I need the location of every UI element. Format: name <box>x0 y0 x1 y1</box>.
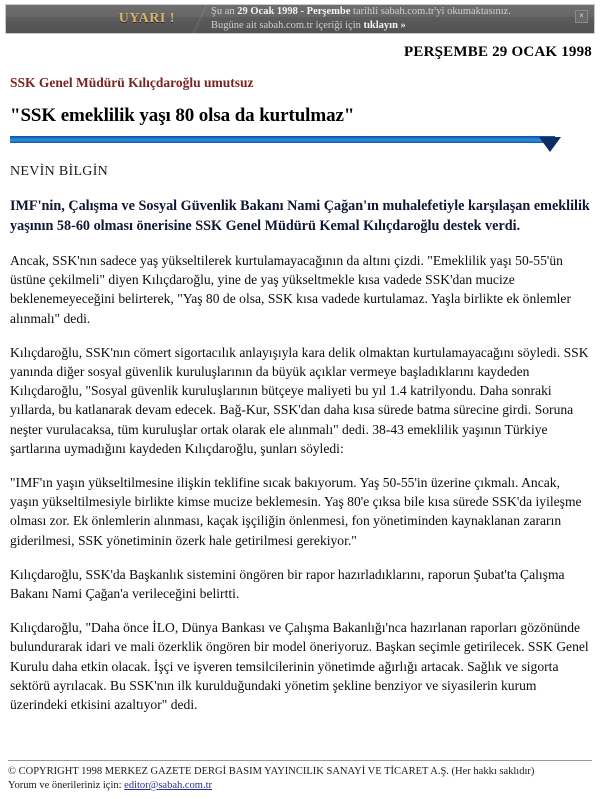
banner-date: 29 Ocak 1998 - Perşembe <box>237 6 351 17</box>
banner-line1-post: tarihli sabah.com.tr'yi okumaktasınız. <box>350 6 511 17</box>
article-paragraph: Kılıçdaroğlu, "Daha önce İLO, Dünya Bankası ve Çalışma Bakanlığı'nca hazırlanan raporları gözönünde bulundurarak idari ve mali özerklik öngören bir model öneriyoruz. Başkan seçimle getirilecek. SSK Genel Kurulu daha etkin olacak. İşçi ve işveren temsilcilerinin yönetimde ağırlığı artacak. Sağlık ve sigorta sektörü ayrılacak. Bu SSK'nın ilk kurulduğundaki yönetim şekline benziyor ve siyasilerin kurum üzerindeki etkisini azaltıyor" dedi. <box>10 620 589 713</box>
page-footer <box>0 760 600 793</box>
article-paragraph: Kılıçdaroğlu, SSK'da Başkanlık sistemini öngören bir rapor hazırladıklarını, raporun Şubat'ta Çalışma Bakanı Nami Çağan'a verileceğini belirtti. <box>10 566 565 602</box>
archive-warning-banner <box>5 4 595 34</box>
blue-rule-bar <box>10 136 555 143</box>
triangle-down-icon <box>539 137 561 152</box>
article-byline: NEVİN BİLGİN <box>10 164 109 179</box>
article-paragraph: "IMF'ın yaşın yükseltilmesine ilişkin teklifine sıcak bakıyorum. Yaş 50-55'in üzerine çıkmalı. Ancak, yaşın yükseltilmesiyle birlikte kimse mucize beklemesin. Yaş 80'e çıksa bile kısa sürede SSK'da iyileşme olması zor. Ek önlemlerin alınması, kaçak işçiliğin önlenmesi, fon yönetiminden kaynaklanan zararın giderilmesi, SSK yönetiminin özerk hale getirilmesi gerekiyor." <box>10 475 582 548</box>
article-lede: IMF'nin, Çalışma ve Sosyal Güvenlik Bakanı Nami Çağan'ın muhalefetiyle karşılaşan emeklilik yaşının 58-60 olması önerisine SSK Genel Müdürü Kemal Kılıçdaroğlu destek verdi. <box>10 198 590 234</box>
banner-content <box>6 5 594 33</box>
banner-line2-pre: Bugüne ait sabah.com.tr içeriği için <box>211 20 364 31</box>
footer-divider <box>8 760 592 761</box>
banner-line1-pre: Şu an <box>211 6 238 17</box>
page-date: PERŞEMBE 29 OCAK 1998 <box>404 44 592 60</box>
article-kicker: SSK Genel Müdürü Kılıçdaroğlu umutsuz <box>10 75 254 90</box>
editor-email-link[interactable]: editor@sabah.com.tr <box>124 780 212 791</box>
article-container <box>0 75 600 714</box>
banner-divider <box>191 5 209 33</box>
close-icon[interactable]: × <box>575 10 588 23</box>
banner-message <box>209 5 594 33</box>
feedback-label: Yorum ve önerileriniz için: <box>8 780 125 791</box>
copyright-text: © COPYRIGHT 1998 MERKEZ GAZETE DERGİ BASIM YAYINCILIK SANAYİ VE TİCARET A.Ş. (Her hakkı saklıdır) <box>8 766 535 777</box>
page-title: "SSK emeklilik yaşı 80 olsa da kurtulmaz" <box>10 105 355 126</box>
banner-line-2 <box>211 19 594 33</box>
uyari-label: UYARI ! <box>118 11 175 26</box>
feedback-line <box>8 779 592 793</box>
banner-line-1 <box>211 5 594 19</box>
banner-today-link[interactable]: tıklayın » <box>363 20 406 31</box>
article-paragraph: Ancak, SSK'nın sadece yaş yükseltilerek kurtulamayacağının da altını çizdi. "Emeklilik yaşı 50-55'ün üstüne çekilmeli" diyen Kılıçdaroğlu, yine de yaş yükseltmekle kısa vadede SSK'dan mucize beklenemeyeceğini belirterek, "Yaş 80 de olsa, SSK kısa vadede kurtulamaz. Yaşla birlikte ek önlemler alınmalı" dedi. <box>10 253 571 326</box>
banner-warning-label-area <box>6 5 191 33</box>
headline-rule <box>10 136 590 154</box>
article-paragraph: Kılıçdaroğlu, SSK'nın cömert sigortacılık anlayışıyla kara delik olmaktan kurtulamayacağını söyledi. SSK yanında diğer sosyal güvenlik kuruluşlarının da büyük açıklar vermeye başladıklarını kaydeden Kılıçdaroğlu, "Sosyal güvenlik kuruluşlarının bütçeye maliyeti bu yıl 1.4 katrilyondu. Daha sonraki yıllarda, bu katlanarak devam edecek. Bağ-Kur, SSK'dan daha kısa sürede batma sürecine girdi. Soruna neşter vurulacaksa, tüm kuruluşlar ortak olarak ele alınmalı" dedi. 38-43 emeklilik yaşının Türkiye şartlarına uymadığını kaydeden Kılıçdaroğlu, şunları söyledi: <box>10 344 589 456</box>
